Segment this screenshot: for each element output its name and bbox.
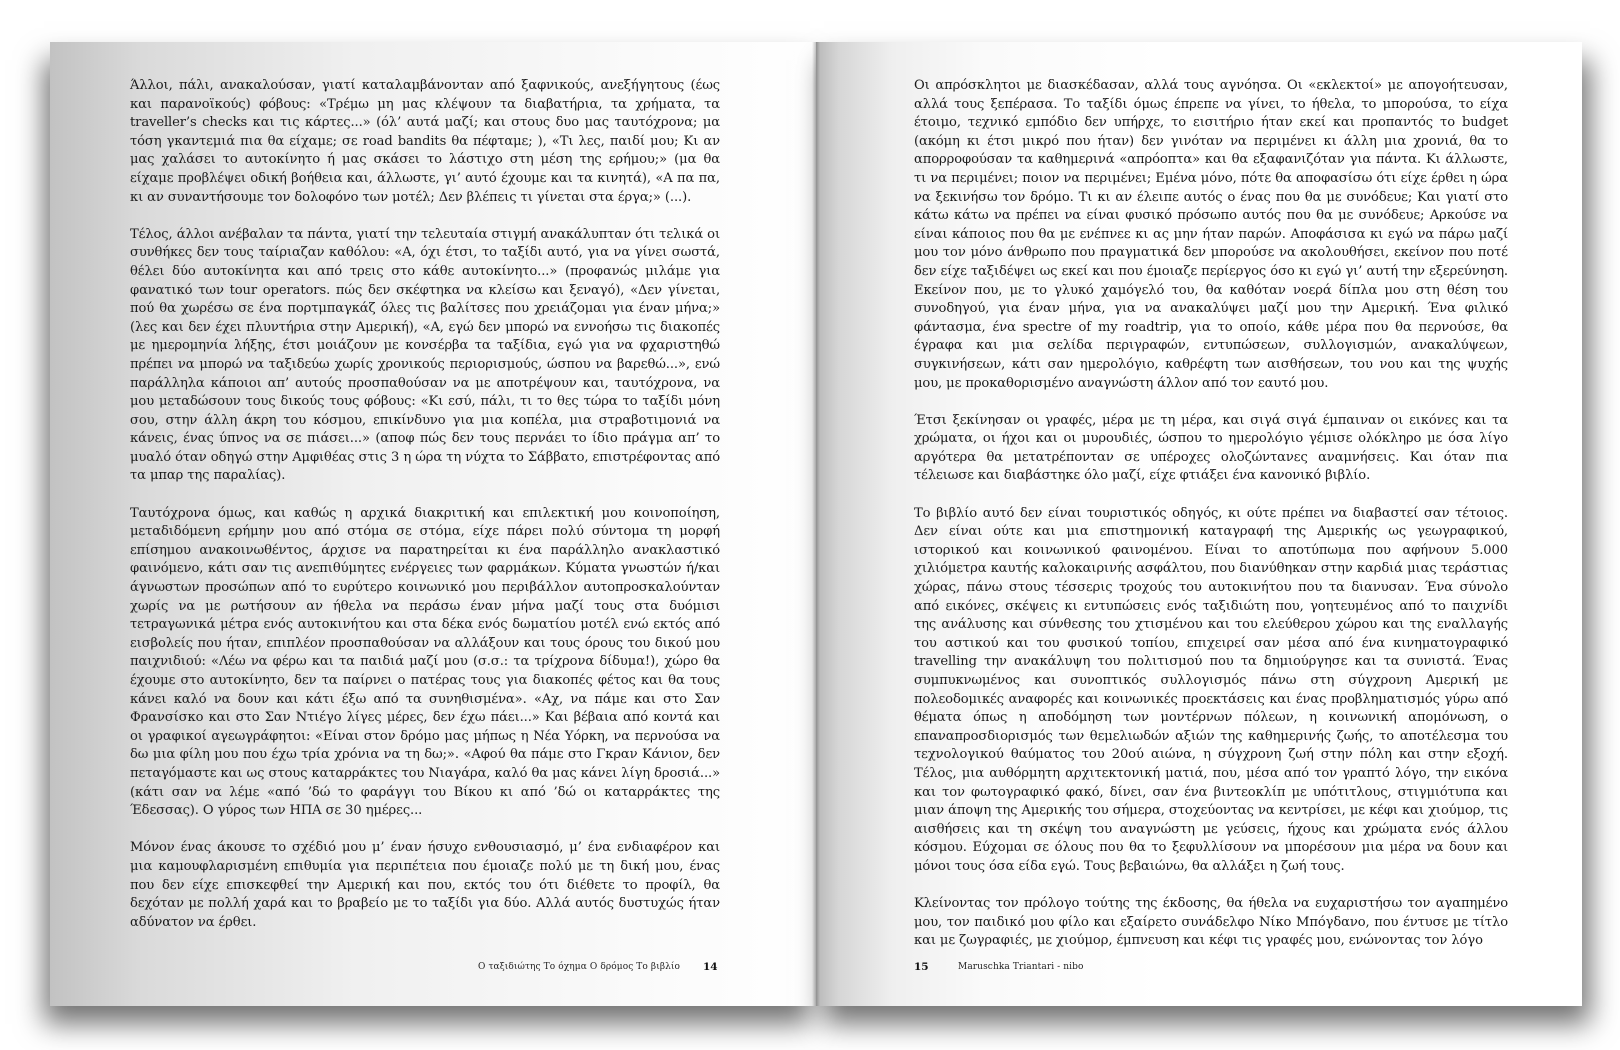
paragraph: Άλλοι, πάλι, ανακαλούσαν, γιατί καταλαμβάνονταν από ξαφνικούς, ανεξήγητους (έως και παρανοϊκούς) φόβους: «Τρέμω μη μας κλέψουν τα διαβατήρια, τα χρήματα, τα traveller’s checks και τις κάρτες...» (όλ’ αυτά μαζί; και στους δυο μας ταυτόχρονα; μα τόση γκαντεμιά πια θα είχαμε; σε road bandits θα πέφταμε; ), «Τι λες, παιδί μου; Κι αν μας χαλάσει το αυτοκίνητο ή μας σκάσει το λάστιχο στη μέση της ερήμου;» (μα θα είχαμε προβλέψει οδική βοήθεια και, άλλωστε, γι’ αυτό έχουμε και τα κινητά), «Α πα πα, κι αν συναντήσουμε τον δολοφόνο των μοτέλ; Δεν βλέπεις τι γίνεται στα έργα;» (...). [130, 78, 720, 205]
page-number: 14 [703, 961, 718, 973]
book-gutter [812, 42, 820, 1006]
paragraph: Τέλος, άλλοι ανέβαλαν τα πάντα, γιατί την τελευταία στιγμή ανακάλυπταν ότι τελικά οι συνθήκες δεν τους ταίριαζαν καθόλου: «Α, όχι έτσι, το ταξίδι αυτό, για να γίνει σωστά, θέλει δύο αυτοκίνητα και από τρεις στο κάθε αυτοκίνητο...» (προφανώς μιλάμε για φανατικό των tour operators. πώς δεν σκέφτηκα να κλείσω και ξεναγό), «Δεν γίνεται, πού θα χωρέσω σε ένα πορτμπαγκάζ όλες τις βαλίτσες που χρειάζομαι για έναν μήνα;» (λες και δεν έχει πλυντήρια στην Αμερική), «Α, εγώ δεν μπορώ να εννοήσω τις διακοπές με ημερομηνία λήξης, έτσι μοιάζουν με κονσέρβα τα ταξίδια, εγώ για να φχαριστηθώ πρέπει να μπορώ να ταξιδεύω χωρίς χρονικούς περιορισμούς, ώσπου να βαρεθώ...», ενώ παράλληλα κάποιοι απ’ αυτούς προσπαθούσαν να με αποτρέψουν και, ταυτόχρονα, να μου μεταδώσουν τους δικούς τους φόβους: «Κι εσύ, πάλι, τι το θες τώρα το ταξίδι μόνη σου, στην άλλη άκρη του κόσμου, επικίνδυνο για μια κοπέλα, μια στραβοτιμονιά να κάνεις, ένας ύπνος να σε πιάσει...» (αποφ πώς δεν τους περνάει το ίδιο πράγμα απ’ το μυαλό όταν οδηγώ στην Αμφιθέας στις 3 η ώρα τη νύχτα το Σάββατο, επιστρέφοντας από τα μπαρ της παραλίας). [130, 226, 720, 484]
paragraph: Έτσι ξεκίνησαν οι γραφές, μέρα με τη μέρα, και σιγά σιγά έμπαιναν οι εικόνες και τα χρώματα, οι ήχοι και οι μυρουδιές, ώσπου το ημερολόγιο γέμισε ολόκληρο με όσα λίγο αργότερα θα μετατρέπονταν σε υπέροχες ολοζώντανες αναμνήσεις. Και όταν πια τέλειωσε και διαβάστηκε όλο μαζί, είχε φτιάξει ένα κανονικό βιβλίο. [914, 412, 1508, 484]
paragraph: Κλείνοντας τον πρόλογο τούτης της έκδοσης, θα ήθελα να ευχαριστήσω τον αγαπημένο μου, τον παιδικό μου φίλο και εξαίρετο συνάδελφο Νίκο Μπόγδανο, που έντυσε με τίτλο και με ζωγραφιές, με χιούμορ, έμπνευση και κέφι τις γραφές μου, ενώνοντας τον λόγο [914, 896, 1508, 949]
right-page [816, 42, 1582, 1006]
paragraph: Οι απρόσκλητοι με διασκέδασαν, αλλά τους αγνόησα. Οι «εκλεκτοί» με απογοήτευσαν, αλλά τους ξεπέρασα. Το ταξίδι όμως έπρεπε να γίνει, το ήθελα, το μπορούσα, το είχα έτοιμο, τεχνικό εμπόδιο δεν υπήρχε, το εισιτήριο ήταν εκεί και προπαντός το budget (ακόμη κι έτσι μικρό που ήταν) δεν γινόταν να περιμένει κι άλλη μια χρονιά, θα το απορροφούσαν τα καθημερινά «απρόοπτα» και θα εξαφανιζόταν για πάντα. Κι άλλωστε, τι να περιμένει; ποιον να περιμένει; Εμένα μόνο, πότε θα αποφασίσω ότι είχε έρθει η ώρα να ξεκινήσω τον δρόμο. Τι κι αν έλειπε αυτός ο ένας που θα με συνόδευε; Και γιατί στο κάτω κάτω να πρέπει να είναι φυσικό πρόσωπο αυτός που θα με συνόδευε; Αρκούσε να είναι κάποιος που θα με ενέπνεε κι ας μην ήταν παρών. Αποφάσισα κι εγώ να πάρω μαζί μου τον μόνο άνθρωπο που πραγματικά δεν μπορούσε να ακολουθήσει, εκείνον που ποτέ δεν είχε ταξιδέψει ως εκεί και που έμοιαζε περίεργος όσο κι εγώ γι’ αυτή την εξερεύνηση. Εκείνον που, με το γλυκό χαμόγελό του, θα καθόταν νοερά δίπλα μου στη θέση του συνοδηγού, για έναν μήνα, για να ανακαλύψει μαζί μου την Αμερική. Ένα φιλικό φάντασμα, ένα spectre of my roadtrip, για το οποίο, κάθε μέρα που θα περνούσε, θα έγραφα και μια σελίδα περιγραφών, εντυπώσεων, συλλογισμών, ανακαλύψεων, συγκινήσεων, κάτι σαν ημερολόγιο, καθρέφτη των αισθήσεων, του νου και της ψυχής μου, με προκαθορισμένο αναγνώστη άλλον από τον εαυτό μου. [914, 78, 1508, 391]
paragraph: Ταυτόχρονα όμως, και καθώς η αρχικά διακριτική και επιλεκτική μου κοινοποίηση, μεταδιδόμενη ερήμην μου από στόμα σε στόμα, είχε πάρει πολύ σύντομα τη μορφή επίσημου ανακοινωθέντος, άρχισε να παρατηρείται κι ένα παράλληλο ανακλαστικό φαινόμενο, κάτι σαν τις ανεπιθύμητες ενέργειες των φαρμάκων. Κύματα γνωστών ή/και άγνωστων προσώπων από το ευρύτερο κοινωνικό μου περιβάλλον αυτοπροσκαλούνταν χωρίς να με ρωτήσουν αν ήθελα να περάσω έναν μήνα μαζί τους στα δυόμισι τετραγωνικά μέτρα ενός αυτοκινήτου και στα δέκα ενός δωματίου μοτέλ ενώ εκτός από εισβολείς που ήταν, επιπλέον προσπαθούσαν να αλλάξουν και τους όρους του δικού μου παιχνιδιού: «Λέω να φέρω και τα παιδιά μαζί μου (σ.σ.: τα τρίχρονα δίδυμα!), χώρο θα έχουμε στο αυτοκίνητο, δεν τα παίρνει ο πατέρας τους για διακοπές φέτος και θα τους κάνει καλό να δουν και κάτι έξω από τα συνηθισμένα». «Αχ, να πάμε και στο Σαν Φρανσίσκο και στο Σαν Ντιέγο λίγες μέρες, δεν έχω πάει...» Και βέβαια από κοντά και οι γραφικοί αγεωγράφητοι: «Είναι στον δρόμο μας μήπως η Νέα Υόρκη, να περνούσα να δω μια φίλη μου που έχω τρία χρόνια να τη δω;». «Αφού θα πάμε στο Γκραν Κάνιον, δεν πεταγόμαστε και ως στους καταρράκτες του Νιαγάρα, καλό θα μας κάνει λίγη δροσιά...» (κάτι σαν να λέμε «από ’δώ το φαράγγι του Βίκου κι από ’δώ οι καταρράκτες της Έδεσσας). Ο γύρος των ΗΠΑ σε 30 ημέρες... [130, 505, 720, 819]
page-number: 15 [914, 961, 929, 973]
running-footer-author: Maruschka Triantari - nibo [958, 962, 1084, 972]
left-page [50, 42, 816, 1006]
right-page-text [914, 77, 1508, 970]
running-footer-title: Ο ταξιδιώτης Το όχημα Ο δρόμος Το βιβλίο [478, 962, 681, 972]
paragraph: Το βιβλίο αυτό δεν είναι τουριστικός οδηγός, κι ούτε πρέπει να διαβαστεί σαν τέτοιος. Δεν είναι ούτε και μια επιστημονική καταγραφή της Αμερικής ως γεωγραφικού, ιστορικού και κοινωνικού φαινομένου. Είναι το αποτύπωμα που αφήνουν 5.000 χιλιόμετρα καυτής καλοκαιρινής ασφάλτου, που διανύθηκαν στην καρδιά μιας τεράστιας χώρας, πάνω στους τέσσερις τροχούς του αυτοκινήτου που τα διανυσαν. Ένα σύνολο από εικόνες, σκέψεις κι εντυπώσεις ενός ταξιδιώτη που, γοητευμένος από το παιχνίδι της ανάλυσης και σύνθεσης του χτισμένου και του ελεύθερου χώρου και της εναλλαγής του αστικού και του φυσικού τοπίου, επιχειρεί σαν μέσα από ένα κινηματογραφικό travelling την ανακάλυψη του πολιτισμού που τα δημιούργησε και τα συνιστά. Ένας συμπυκνωμένος και συνοπτικός συλλογισμός πάνω στη σύγχρονη Αμερική με πολεοδομικές αναφορές και κοινωνικές προεκτάσεις και ένας προβληματισμός γύρω από θέματα όπως η αποδόμηση των μοντέρνων πόλεων, η κοινωνική απομόνωση, ο επαναπροσδιορισμός των θεμελιωδών αξιών της καθημερινής ζωής, το αποτέλεσμα του τεχνολογικού θαύματος του 20ού αιώνα, η σύγχρονη ζωή στην πόλη και στην εξοχή. Τέλος, μια αυθόρμητη αρχιτεκτονική ματιά, που, μέσα από τον γραπτό λόγο, την εικόνα και τον φωτογραφικό φακό, δίνει, σαν ένα βιντεοκλίπ με υπότιτλους, στιγμιότυπα και μιαν άποψη της Αμερικής του σήμερα, στοχεύοντας να κεντρίσει, με κέφι και χιούμορ, τις αισθήσεις και τη σκέψη του αναγνώστη με γεύσεις, ήχους και χρώματα ενός άλλου κόσμου. Εύχομαι σε όλους που θα το ξεφυλλίσουν να μπορέσουν μια μέρα να δουν και μόνοι τους όσα είδα εγώ. Τους βεβαιώνω, θα αλλάξει η ζωή τους. [914, 505, 1508, 874]
left-page-text [130, 77, 720, 951]
paragraph: Μόνον ένας άκουσε το σχέδιό μου μ’ έναν ήσυχο ενθουσιασμό, μ’ ένα ενδιαφέρον και μια καμουφλαρισμένη επιθυμία για περιπέτεια που έμοιαζε πολύ με τη δική μου, ένας που δεν είχε επισκεφθεί την Αμερική και που, εκτός του ότι διέθετε το προφίλ, θα δεχόταν με πολλή χαρά και το βραβείο με το ταξίδι για δύο. Αλλά αυτός δυστυχώς ήταν αδύνατον να έρθει. [130, 840, 720, 930]
